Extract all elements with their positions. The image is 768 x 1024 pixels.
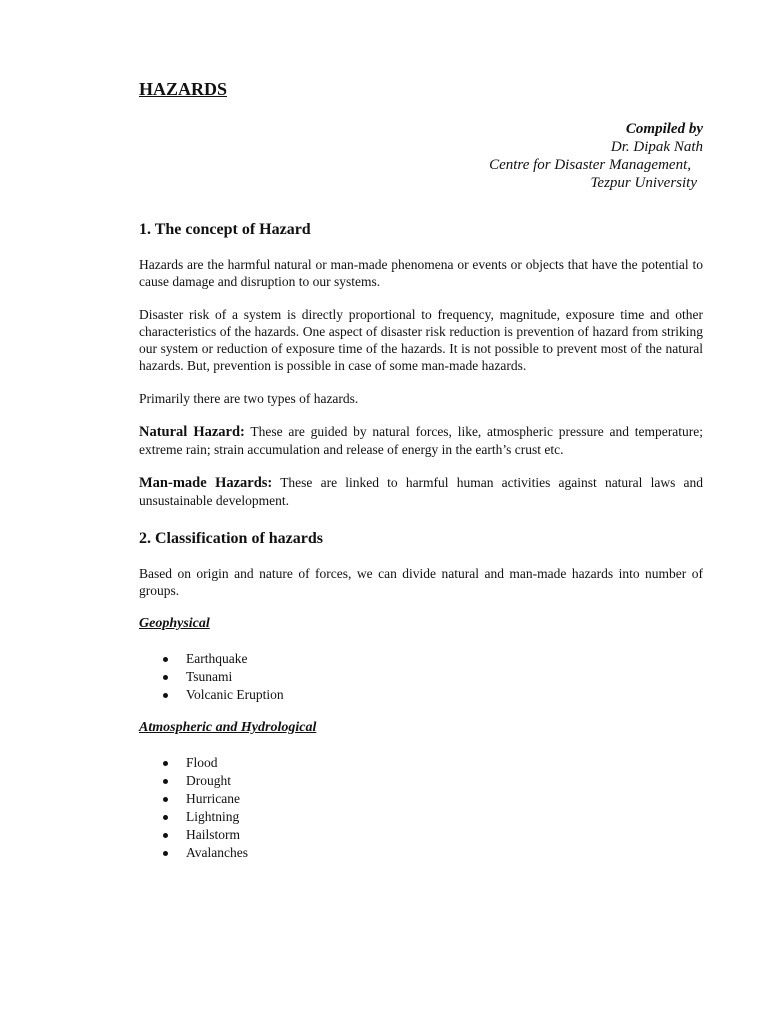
list-item-label: Earthquake: [186, 651, 248, 666]
geophysical-heading: Geophysical: [139, 616, 210, 631]
section-1-heading: 1. The concept of Hazard: [139, 221, 311, 238]
author-name: Dr. Dipak Nath: [610, 139, 703, 155]
list-item: [139, 686, 703, 704]
list-item-label: Lightning: [186, 809, 240, 824]
geophysical-list: [139, 650, 703, 704]
manmade-hazard-term: Man-made Hazards:: [139, 475, 273, 491]
author-university: Tezpur University: [590, 175, 697, 191]
list-item-label: Avalanches: [186, 845, 248, 860]
list-item: [139, 754, 703, 772]
list-item: [139, 790, 703, 808]
section-1-paragraph-3: Primarily there are two types of hazards.: [139, 391, 359, 406]
byline: [139, 120, 703, 200]
list-item-label: Flood: [186, 755, 218, 770]
bullet-icon: [163, 761, 168, 766]
list-item: [139, 844, 703, 862]
bullet-icon: [163, 851, 168, 856]
list-item-label: Volcanic Eruption: [186, 687, 284, 702]
list-item: [139, 808, 703, 826]
list-item-label: Hurricane: [186, 791, 240, 806]
author-centre: Centre for Disaster Management,: [489, 157, 691, 173]
natural-hazard-paragraph: [139, 423, 703, 458]
bullet-icon: [163, 693, 168, 698]
bullet-icon: [163, 797, 168, 802]
atmospheric-list: [139, 754, 703, 862]
manmade-hazard-paragraph: [139, 474, 703, 509]
bullet-icon: [163, 657, 168, 662]
list-item: [139, 650, 703, 668]
list-item-label: Tsunami: [186, 669, 233, 684]
bullet-icon: [163, 815, 168, 820]
document-page: [139, 78, 703, 877]
section-2-paragraph-1: Based on origin and nature of forces, we can divide natural and man-made hazards into number of groups.: [139, 566, 703, 598]
list-item-label: Drought: [186, 773, 231, 788]
manmade-hazard-text: These are linked to harmful human activities against natural laws and unsustainable development.: [139, 475, 703, 508]
bullet-icon: [163, 779, 168, 784]
natural-hazard-text: These are guided by natural forces, like, atmospheric pressure and temperature; extreme rain; strain accumulation and release of energy in the earth’s crust etc.: [139, 424, 703, 457]
natural-hazard-term: Natural Hazard:: [139, 424, 245, 440]
list-item: [139, 772, 703, 790]
atmospheric-heading: Atmospheric and Hydrological: [139, 720, 317, 735]
list-item: [139, 668, 703, 686]
list-item: [139, 826, 703, 844]
list-item-label: Hailstorm: [186, 827, 240, 842]
bullet-icon: [163, 833, 168, 838]
section-1-paragraph-1: Hazards are the harmful natural or man-made phenomena or events or objects that have the potential to cause damage and disruption to our systems.: [139, 257, 703, 289]
document-title: HAZARDS: [139, 79, 228, 99]
section-2-heading: 2. Classification of hazards: [139, 530, 323, 547]
section-1-paragraph-2: Disaster risk of a system is directly proportional to frequency, magnitude, exposure time and other characteristics of the hazards. One aspect of disaster risk reduction is prevention of hazard from striking our system or reduction of exposure time of the hazards. It is not possible to prevent most of the natural hazards. But, prevention is possible in case of some man-made hazards.: [139, 307, 703, 373]
bullet-icon: [163, 675, 168, 680]
compiled-by-label: Compiled by: [625, 121, 703, 137]
